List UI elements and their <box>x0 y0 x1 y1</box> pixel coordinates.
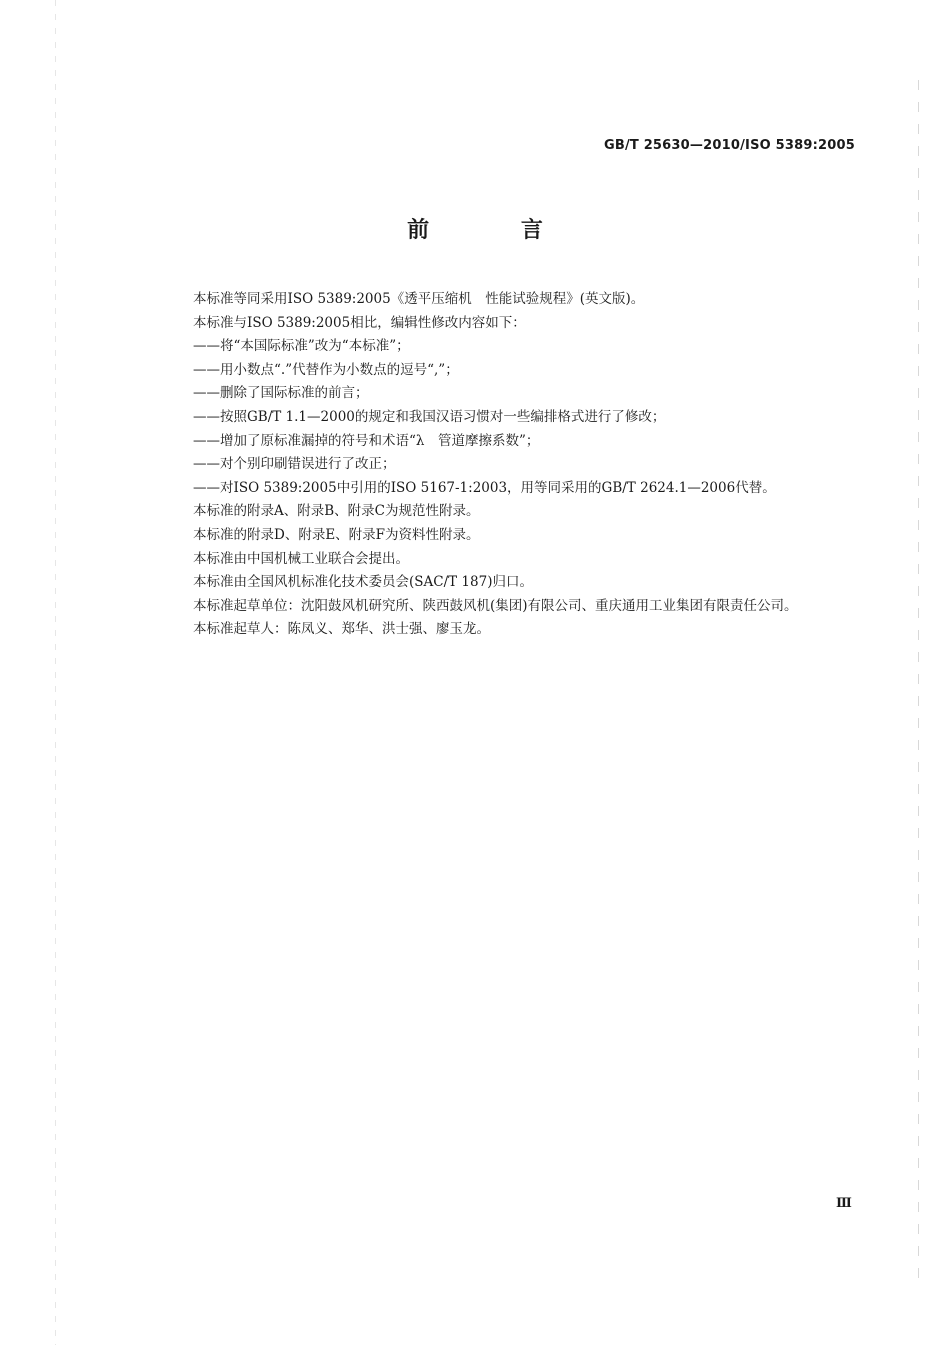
foreword-line: ——对ISO 5389:2005中引用的ISO 5167-1:2003，用等同采用的GB/T 2624.1—2006代替。 <box>193 479 776 496</box>
foreword-line: 本标准起草单位：沈阳鼓风机研究所、陕西鼓风机(集团)有限公司、重庆通用工业集团有限责任公司。 <box>193 597 798 614</box>
foreword-line: ——删除了国际标准的前言； <box>193 385 369 402</box>
foreword-line: 本标准的附录A、附录B、附录C为规范性附录。 <box>193 503 480 520</box>
foreword-line: ——用小数点“.”代替作为小数点的逗号“,”； <box>193 361 459 378</box>
foreword-line: ——增加了原标准漏掉的符号和术语“λ 管道摩擦系数”； <box>193 432 540 449</box>
scan-edge-left <box>55 0 56 1345</box>
foreword-line: ——将“本国际标准”改为“本标准”； <box>193 338 410 355</box>
document-code: GB/T 25630—2010/ISO 5389:2005 <box>603 138 855 153</box>
foreword-line: 本标准由全国风机标准化技术委员会(SAC/T 187)归口。 <box>193 574 533 591</box>
foreword-line: 本标准由中国机械工业联合会提出。 <box>193 550 409 567</box>
foreword-body <box>193 288 873 642</box>
foreword-line: ——对个别印刷错误进行了改正； <box>193 456 396 473</box>
foreword-line: 本标准起草人：陈凤义、郑华、洪士强、廖玉龙。 <box>193 621 490 638</box>
foreword-line: 本标准等同采用ISO 5389:2005《透平压缩机 性能试验规程》(英文版)。 <box>193 291 645 307</box>
foreword-line: 本标准的附录D、附录E、附录F为资料性附录。 <box>193 526 480 543</box>
page-number: Ⅲ <box>836 1196 852 1211</box>
page-title: 前 言 <box>407 218 585 243</box>
foreword-line: 本标准与ISO 5389:2005相比，编辑性修改内容如下： <box>193 314 526 331</box>
foreword-line: ——按照GB/T 1.1—2000的规定和我国汉语习惯对一些编排格式进行了修改； <box>193 408 666 425</box>
scan-edge-right <box>918 80 919 1280</box>
